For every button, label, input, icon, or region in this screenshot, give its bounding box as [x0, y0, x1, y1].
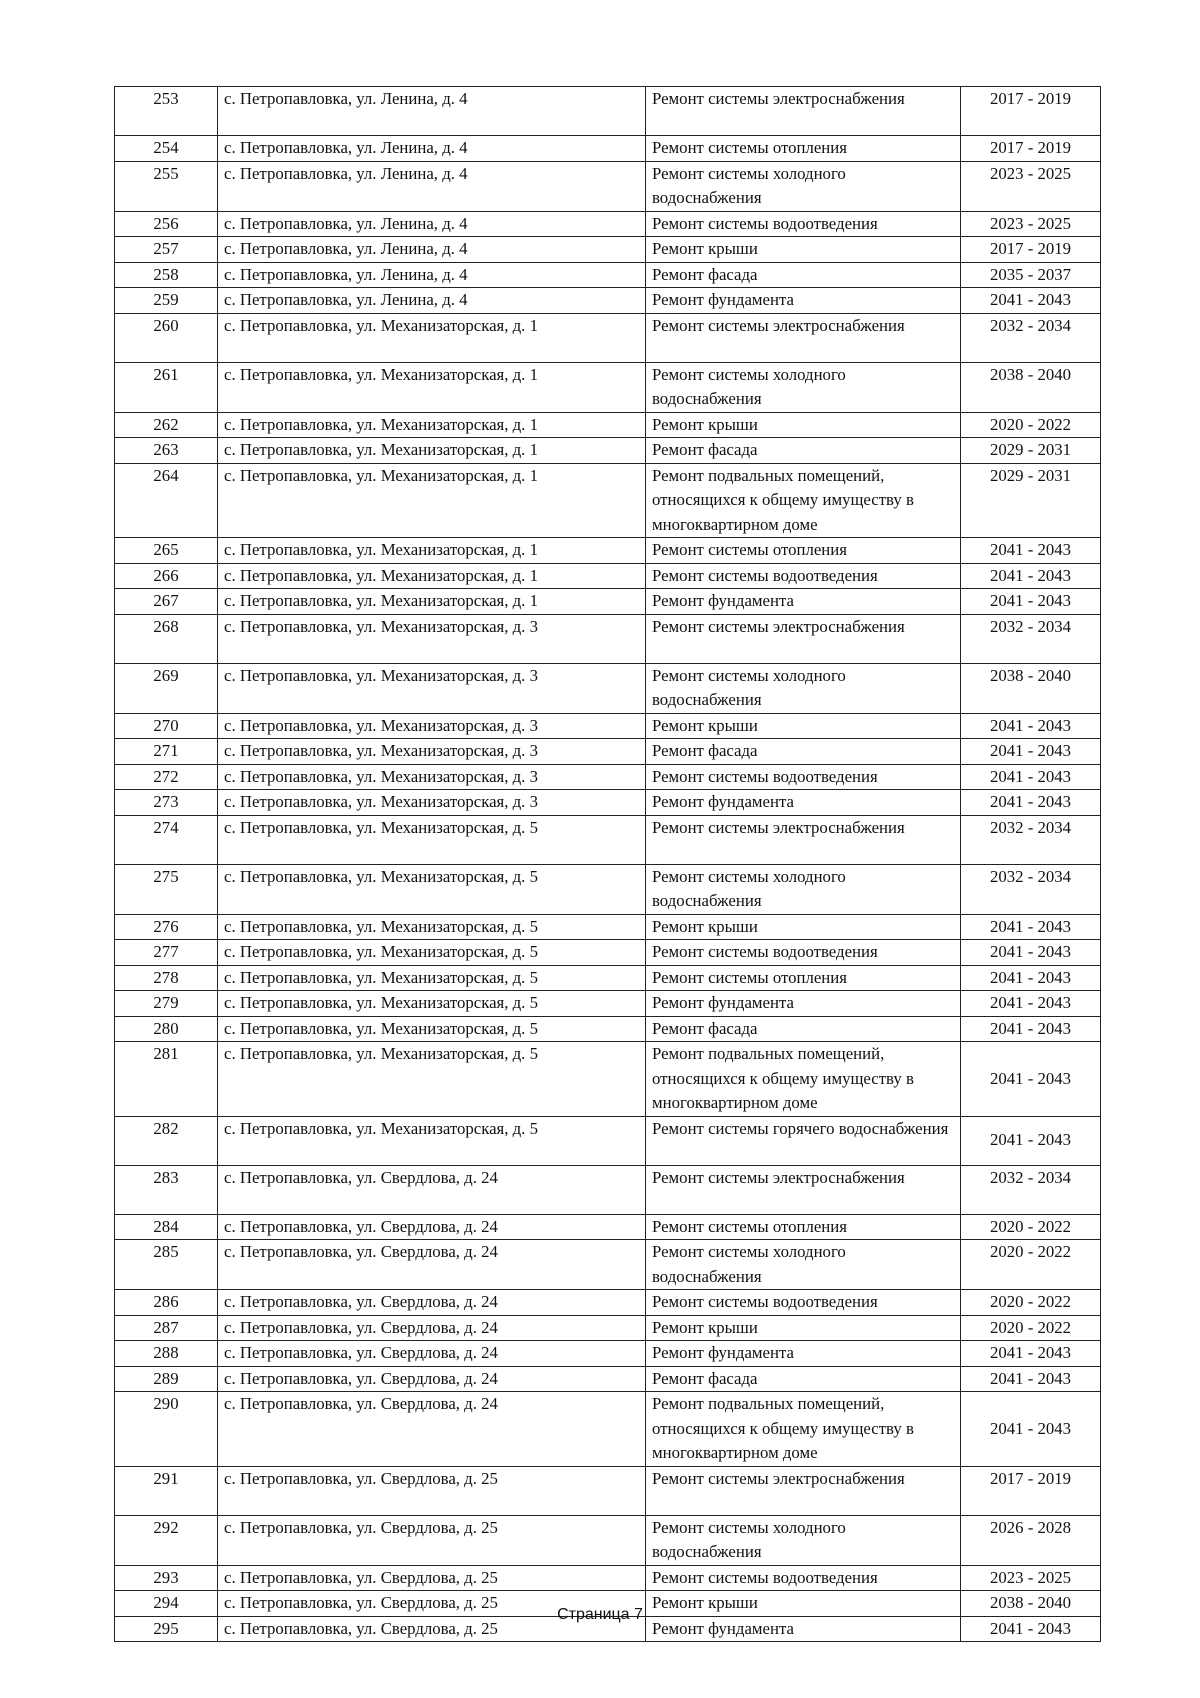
page-number: Страница 7: [557, 1606, 643, 1623]
work-type-cell: Ремонт системы отопления: [646, 1214, 961, 1240]
work-type-cell: Ремонт системы водоотведения: [646, 211, 961, 237]
period-cell: 2026 - 2028: [961, 1515, 1101, 1565]
work-type-cell: Ремонт системы электроснабжения: [646, 87, 961, 136]
table-row: [115, 614, 1101, 663]
work-type-cell: Ремонт фасада: [646, 262, 961, 288]
period-cell: 2041 - 2043: [961, 940, 1101, 966]
table-row: [115, 713, 1101, 739]
address-cell: с. Петропавловка, ул. Свердлова, д. 24: [218, 1240, 646, 1290]
address-cell: с. Петропавловка, ул. Свердлова, д. 24: [218, 1341, 646, 1367]
work-type-cell: Ремонт системы электроснабжения: [646, 1466, 961, 1515]
address-cell: с. Петропавловка, ул. Механизаторская, д. 3: [218, 790, 646, 816]
address-cell: с. Петропавловка, ул. Механизаторская, д. 3: [218, 739, 646, 765]
row-number-cell: 288: [115, 1341, 218, 1367]
work-type-cell: Ремонт фасада: [646, 1366, 961, 1392]
work-type-cell: Ремонт фундамента: [646, 1341, 961, 1367]
row-number-cell: 283: [115, 1165, 218, 1214]
table-row: [115, 663, 1101, 713]
work-type-cell: Ремонт системы холодного водоснабжения: [646, 663, 961, 713]
period-cell: 2020 - 2022: [961, 1240, 1101, 1290]
address-cell: с. Петропавловка, ул. Ленина, д. 4: [218, 87, 646, 136]
table-row: [115, 87, 1101, 136]
table-row: [115, 237, 1101, 263]
address-cell: с. Петропавловка, ул. Механизаторская, д. 5: [218, 965, 646, 991]
period-cell: 2017 - 2019: [961, 237, 1101, 263]
table-row: [115, 589, 1101, 615]
address-cell: с. Петропавловка, ул. Ленина, д. 4: [218, 211, 646, 237]
work-type-cell: Ремонт крыши: [646, 914, 961, 940]
period-cell: 2017 - 2019: [961, 87, 1101, 136]
address-cell: с. Петропавловка, ул. Ленина, д. 4: [218, 262, 646, 288]
address-cell: с. Петропавловка, ул. Механизаторская, д. 5: [218, 1116, 646, 1165]
work-type-cell: Ремонт фасада: [646, 1016, 961, 1042]
period-cell: 2041 - 2043: [961, 1341, 1101, 1367]
period-cell: 2032 - 2034: [961, 864, 1101, 914]
row-number-cell: 259: [115, 288, 218, 314]
row-number-cell: 253: [115, 87, 218, 136]
period-cell: 2017 - 2019: [961, 1466, 1101, 1515]
row-number-cell: 257: [115, 237, 218, 263]
table-row: [115, 739, 1101, 765]
row-number-cell: 280: [115, 1016, 218, 1042]
period-cell: 2020 - 2022: [961, 1315, 1101, 1341]
row-number-cell: 274: [115, 815, 218, 864]
work-type-cell: Ремонт фундамента: [646, 991, 961, 1017]
row-number-cell: 271: [115, 739, 218, 765]
row-number-cell: 255: [115, 161, 218, 211]
address-cell: с. Петропавловка, ул. Механизаторская, д. 3: [218, 713, 646, 739]
address-cell: с. Петропавловка, ул. Механизаторская, д. 5: [218, 914, 646, 940]
work-type-cell: Ремонт крыши: [646, 713, 961, 739]
address-cell: с. Петропавловка, ул. Механизаторская, д. 1: [218, 412, 646, 438]
address-cell: с. Петропавловка, ул. Свердлова, д. 24: [218, 1165, 646, 1214]
address-cell: с. Петропавловка, ул. Свердлова, д. 24: [218, 1315, 646, 1341]
work-type-cell: Ремонт системы отопления: [646, 136, 961, 162]
row-number-cell: 293: [115, 1565, 218, 1591]
row-number-cell: 267: [115, 589, 218, 615]
row-number-cell: 291: [115, 1466, 218, 1515]
period-cell: 2041 - 2043: [961, 764, 1101, 790]
period-cell: 2041 - 2043: [961, 563, 1101, 589]
table-row: [115, 362, 1101, 412]
period-cell: 2041 - 2043: [961, 589, 1101, 615]
table-row: [115, 538, 1101, 564]
row-number-cell: 272: [115, 764, 218, 790]
row-number-cell: 263: [115, 438, 218, 464]
row-number-cell: 266: [115, 563, 218, 589]
address-cell: с. Петропавловка, ул. Механизаторская, д. 1: [218, 438, 646, 464]
table-row: [115, 1016, 1101, 1042]
work-type-cell: Ремонт системы холодного водоснабжения: [646, 1240, 961, 1290]
page-footer: [0, 1606, 1200, 1624]
row-number-cell: 260: [115, 313, 218, 362]
work-type-cell: Ремонт фасада: [646, 739, 961, 765]
row-number-cell: 262: [115, 412, 218, 438]
address-cell: с. Петропавловка, ул. Механизаторская, д. 3: [218, 663, 646, 713]
address-cell: с. Петропавловка, ул. Свердлова, д. 25: [218, 1565, 646, 1591]
row-number-cell: 281: [115, 1042, 218, 1117]
work-type-cell: Ремонт крыши: [646, 237, 961, 263]
table-row: [115, 288, 1101, 314]
address-cell: с. Петропавловка, ул. Ленина, д. 4: [218, 288, 646, 314]
address-cell: с. Петропавловка, ул. Механизаторская, д. 1: [218, 563, 646, 589]
table-row: [115, 211, 1101, 237]
period-cell: 2041 - 2043: [961, 1042, 1101, 1117]
table-row: [115, 965, 1101, 991]
period-cell: 2020 - 2022: [961, 1290, 1101, 1316]
work-type-cell: Ремонт системы водоотведения: [646, 1290, 961, 1316]
table-row: [115, 412, 1101, 438]
table-row: [115, 1565, 1101, 1591]
period-cell: 2023 - 2025: [961, 1565, 1101, 1591]
table-row: [115, 864, 1101, 914]
work-type-cell: Ремонт фундамента: [646, 288, 961, 314]
work-type-cell: Ремонт системы электроснабжения: [646, 614, 961, 663]
row-number-cell: 284: [115, 1214, 218, 1240]
address-cell: с. Петропавловка, ул. Свердлова, д. 25: [218, 1591, 646, 1617]
period-cell: 2023 - 2025: [961, 211, 1101, 237]
period-cell: 2041 - 2043: [961, 713, 1101, 739]
row-number-cell: 295: [115, 1616, 218, 1642]
work-type-cell: Ремонт системы электроснабжения: [646, 313, 961, 362]
work-type-cell: Ремонт фундамента: [646, 1616, 961, 1642]
table-row: [115, 1466, 1101, 1515]
row-number-cell: 275: [115, 864, 218, 914]
work-type-cell: Ремонт крыши: [646, 412, 961, 438]
period-cell: 2029 - 2031: [961, 463, 1101, 538]
address-cell: с. Петропавловка, ул. Механизаторская, д. 1: [218, 313, 646, 362]
work-type-cell: Ремонт системы электроснабжения: [646, 1165, 961, 1214]
address-cell: с. Петропавловка, ул. Свердлова, д. 24: [218, 1392, 646, 1467]
row-number-cell: 285: [115, 1240, 218, 1290]
address-cell: с. Петропавловка, ул. Свердлова, д. 25: [218, 1466, 646, 1515]
row-number-cell: 268: [115, 614, 218, 663]
address-cell: с. Петропавловка, ул. Ленина, д. 4: [218, 136, 646, 162]
row-number-cell: 256: [115, 211, 218, 237]
table-row: [115, 463, 1101, 538]
work-type-cell: Ремонт системы водоотведения: [646, 1565, 961, 1591]
work-type-cell: Ремонт крыши: [646, 1315, 961, 1341]
period-cell: 2035 - 2037: [961, 262, 1101, 288]
table-row: [115, 1165, 1101, 1214]
row-number-cell: 290: [115, 1392, 218, 1467]
address-cell: с. Петропавловка, ул. Свердлова, д. 24: [218, 1366, 646, 1392]
period-cell: 2041 - 2043: [961, 288, 1101, 314]
table-row: [115, 161, 1101, 211]
period-cell: 2041 - 2043: [961, 1616, 1101, 1642]
address-cell: с. Петропавловка, ул. Механизаторская, д. 1: [218, 463, 646, 538]
repair-schedule-table: [114, 86, 1101, 1642]
period-cell: 2032 - 2034: [961, 614, 1101, 663]
work-type-cell: Ремонт подвальных помещений, относящихся к общему имуществу в многоквартирном доме: [646, 1042, 961, 1117]
address-cell: с. Петропавловка, ул. Механизаторская, д. 5: [218, 991, 646, 1017]
row-number-cell: 273: [115, 790, 218, 816]
row-number-cell: 279: [115, 991, 218, 1017]
table-row: [115, 764, 1101, 790]
address-cell: с. Петропавловка, ул. Свердлова, д. 24: [218, 1290, 646, 1316]
address-cell: с. Петропавловка, ул. Механизаторская, д. 5: [218, 940, 646, 966]
table-row: [115, 313, 1101, 362]
row-number-cell: 254: [115, 136, 218, 162]
row-number-cell: 289: [115, 1366, 218, 1392]
table-row: [115, 1290, 1101, 1316]
period-cell: 2041 - 2043: [961, 991, 1101, 1017]
address-cell: с. Петропавловка, ул. Механизаторская, д. 1: [218, 538, 646, 564]
work-type-cell: Ремонт системы холодного водоснабжения: [646, 161, 961, 211]
period-cell: 2041 - 2043: [961, 1116, 1101, 1165]
period-cell: 2032 - 2034: [961, 1165, 1101, 1214]
period-cell: 2041 - 2043: [961, 965, 1101, 991]
row-number-cell: 265: [115, 538, 218, 564]
table-row: [115, 1366, 1101, 1392]
address-cell: с. Петропавловка, ул. Механизаторская, д. 1: [218, 362, 646, 412]
period-cell: 2020 - 2022: [961, 412, 1101, 438]
period-cell: 2041 - 2043: [961, 1366, 1101, 1392]
address-cell: с. Петропавловка, ул. Свердлова, д. 25: [218, 1616, 646, 1642]
address-cell: с. Петропавловка, ул. Механизаторская, д. 5: [218, 864, 646, 914]
work-type-cell: Ремонт крыши: [646, 1591, 961, 1617]
period-cell: 2017 - 2019: [961, 136, 1101, 162]
period-cell: 2041 - 2043: [961, 1392, 1101, 1467]
address-cell: с. Петропавловка, ул. Ленина, д. 4: [218, 161, 646, 211]
address-cell: с. Петропавловка, ул. Механизаторская, д. 5: [218, 1042, 646, 1117]
table-row: [115, 1116, 1101, 1165]
work-type-cell: Ремонт системы водоотведения: [646, 940, 961, 966]
table-body: [115, 87, 1101, 1642]
work-type-cell: Ремонт системы отопления: [646, 965, 961, 991]
row-number-cell: 292: [115, 1515, 218, 1565]
period-cell: 2041 - 2043: [961, 790, 1101, 816]
table-row: [115, 563, 1101, 589]
period-cell: 2023 - 2025: [961, 161, 1101, 211]
table-row: [115, 1392, 1101, 1467]
table-row: [115, 815, 1101, 864]
period-cell: 2038 - 2040: [961, 362, 1101, 412]
table-row: [115, 1240, 1101, 1290]
row-number-cell: 269: [115, 663, 218, 713]
address-cell: с. Петропавловка, ул. Механизаторская, д. 5: [218, 1016, 646, 1042]
row-number-cell: 277: [115, 940, 218, 966]
period-cell: 2032 - 2034: [961, 313, 1101, 362]
address-cell: с. Петропавловка, ул. Ленина, д. 4: [218, 237, 646, 263]
table-row: [115, 1515, 1101, 1565]
table-row: [115, 438, 1101, 464]
work-type-cell: Ремонт системы водоотведения: [646, 563, 961, 589]
period-cell: 2041 - 2043: [961, 739, 1101, 765]
work-type-cell: Ремонт системы водоотведения: [646, 764, 961, 790]
address-cell: с. Петропавловка, ул. Механизаторская, д. 5: [218, 815, 646, 864]
table-row: [115, 991, 1101, 1017]
period-cell: 2041 - 2043: [961, 1016, 1101, 1042]
work-type-cell: Ремонт подвальных помещений, относящихся к общему имуществу в многоквартирном доме: [646, 463, 961, 538]
row-number-cell: 264: [115, 463, 218, 538]
work-type-cell: Ремонт системы холодного водоснабжения: [646, 1515, 961, 1565]
work-type-cell: Ремонт системы холодного водоснабжения: [646, 362, 961, 412]
row-number-cell: 276: [115, 914, 218, 940]
period-cell: 2041 - 2043: [961, 914, 1101, 940]
period-cell: 2029 - 2031: [961, 438, 1101, 464]
work-type-cell: Ремонт системы отопления: [646, 538, 961, 564]
table-row: [115, 790, 1101, 816]
period-cell: 2038 - 2040: [961, 1591, 1101, 1617]
work-type-cell: Ремонт системы холодного водоснабжения: [646, 864, 961, 914]
work-type-cell: Ремонт подвальных помещений, относящихся к общему имуществу в многоквартирном доме: [646, 1392, 961, 1467]
row-number-cell: 287: [115, 1315, 218, 1341]
table-row: [115, 940, 1101, 966]
table-row: [115, 1315, 1101, 1341]
work-type-cell: Ремонт фундамента: [646, 790, 961, 816]
table-row: [115, 262, 1101, 288]
row-number-cell: 261: [115, 362, 218, 412]
work-type-cell: Ремонт фундамента: [646, 589, 961, 615]
table-row: [115, 914, 1101, 940]
work-type-cell: Ремонт системы горячего водоснабжения: [646, 1116, 961, 1165]
row-number-cell: 294: [115, 1591, 218, 1617]
row-number-cell: 282: [115, 1116, 218, 1165]
period-cell: 2020 - 2022: [961, 1214, 1101, 1240]
address-cell: с. Петропавловка, ул. Свердлова, д. 24: [218, 1214, 646, 1240]
period-cell: 2038 - 2040: [961, 663, 1101, 713]
table-row: [115, 136, 1101, 162]
period-cell: 2041 - 2043: [961, 538, 1101, 564]
work-type-cell: Ремонт фасада: [646, 438, 961, 464]
table-row: [115, 1042, 1101, 1117]
row-number-cell: 286: [115, 1290, 218, 1316]
address-cell: с. Петропавловка, ул. Механизаторская, д. 3: [218, 614, 646, 663]
address-cell: с. Петропавловка, ул. Свердлова, д. 25: [218, 1515, 646, 1565]
table-row: [115, 1214, 1101, 1240]
work-type-cell: Ремонт системы электроснабжения: [646, 815, 961, 864]
row-number-cell: 258: [115, 262, 218, 288]
row-number-cell: 278: [115, 965, 218, 991]
address-cell: с. Петропавловка, ул. Механизаторская, д. 1: [218, 589, 646, 615]
period-cell: 2032 - 2034: [961, 815, 1101, 864]
address-cell: с. Петропавловка, ул. Механизаторская, д. 3: [218, 764, 646, 790]
row-number-cell: 270: [115, 713, 218, 739]
table-row: [115, 1341, 1101, 1367]
